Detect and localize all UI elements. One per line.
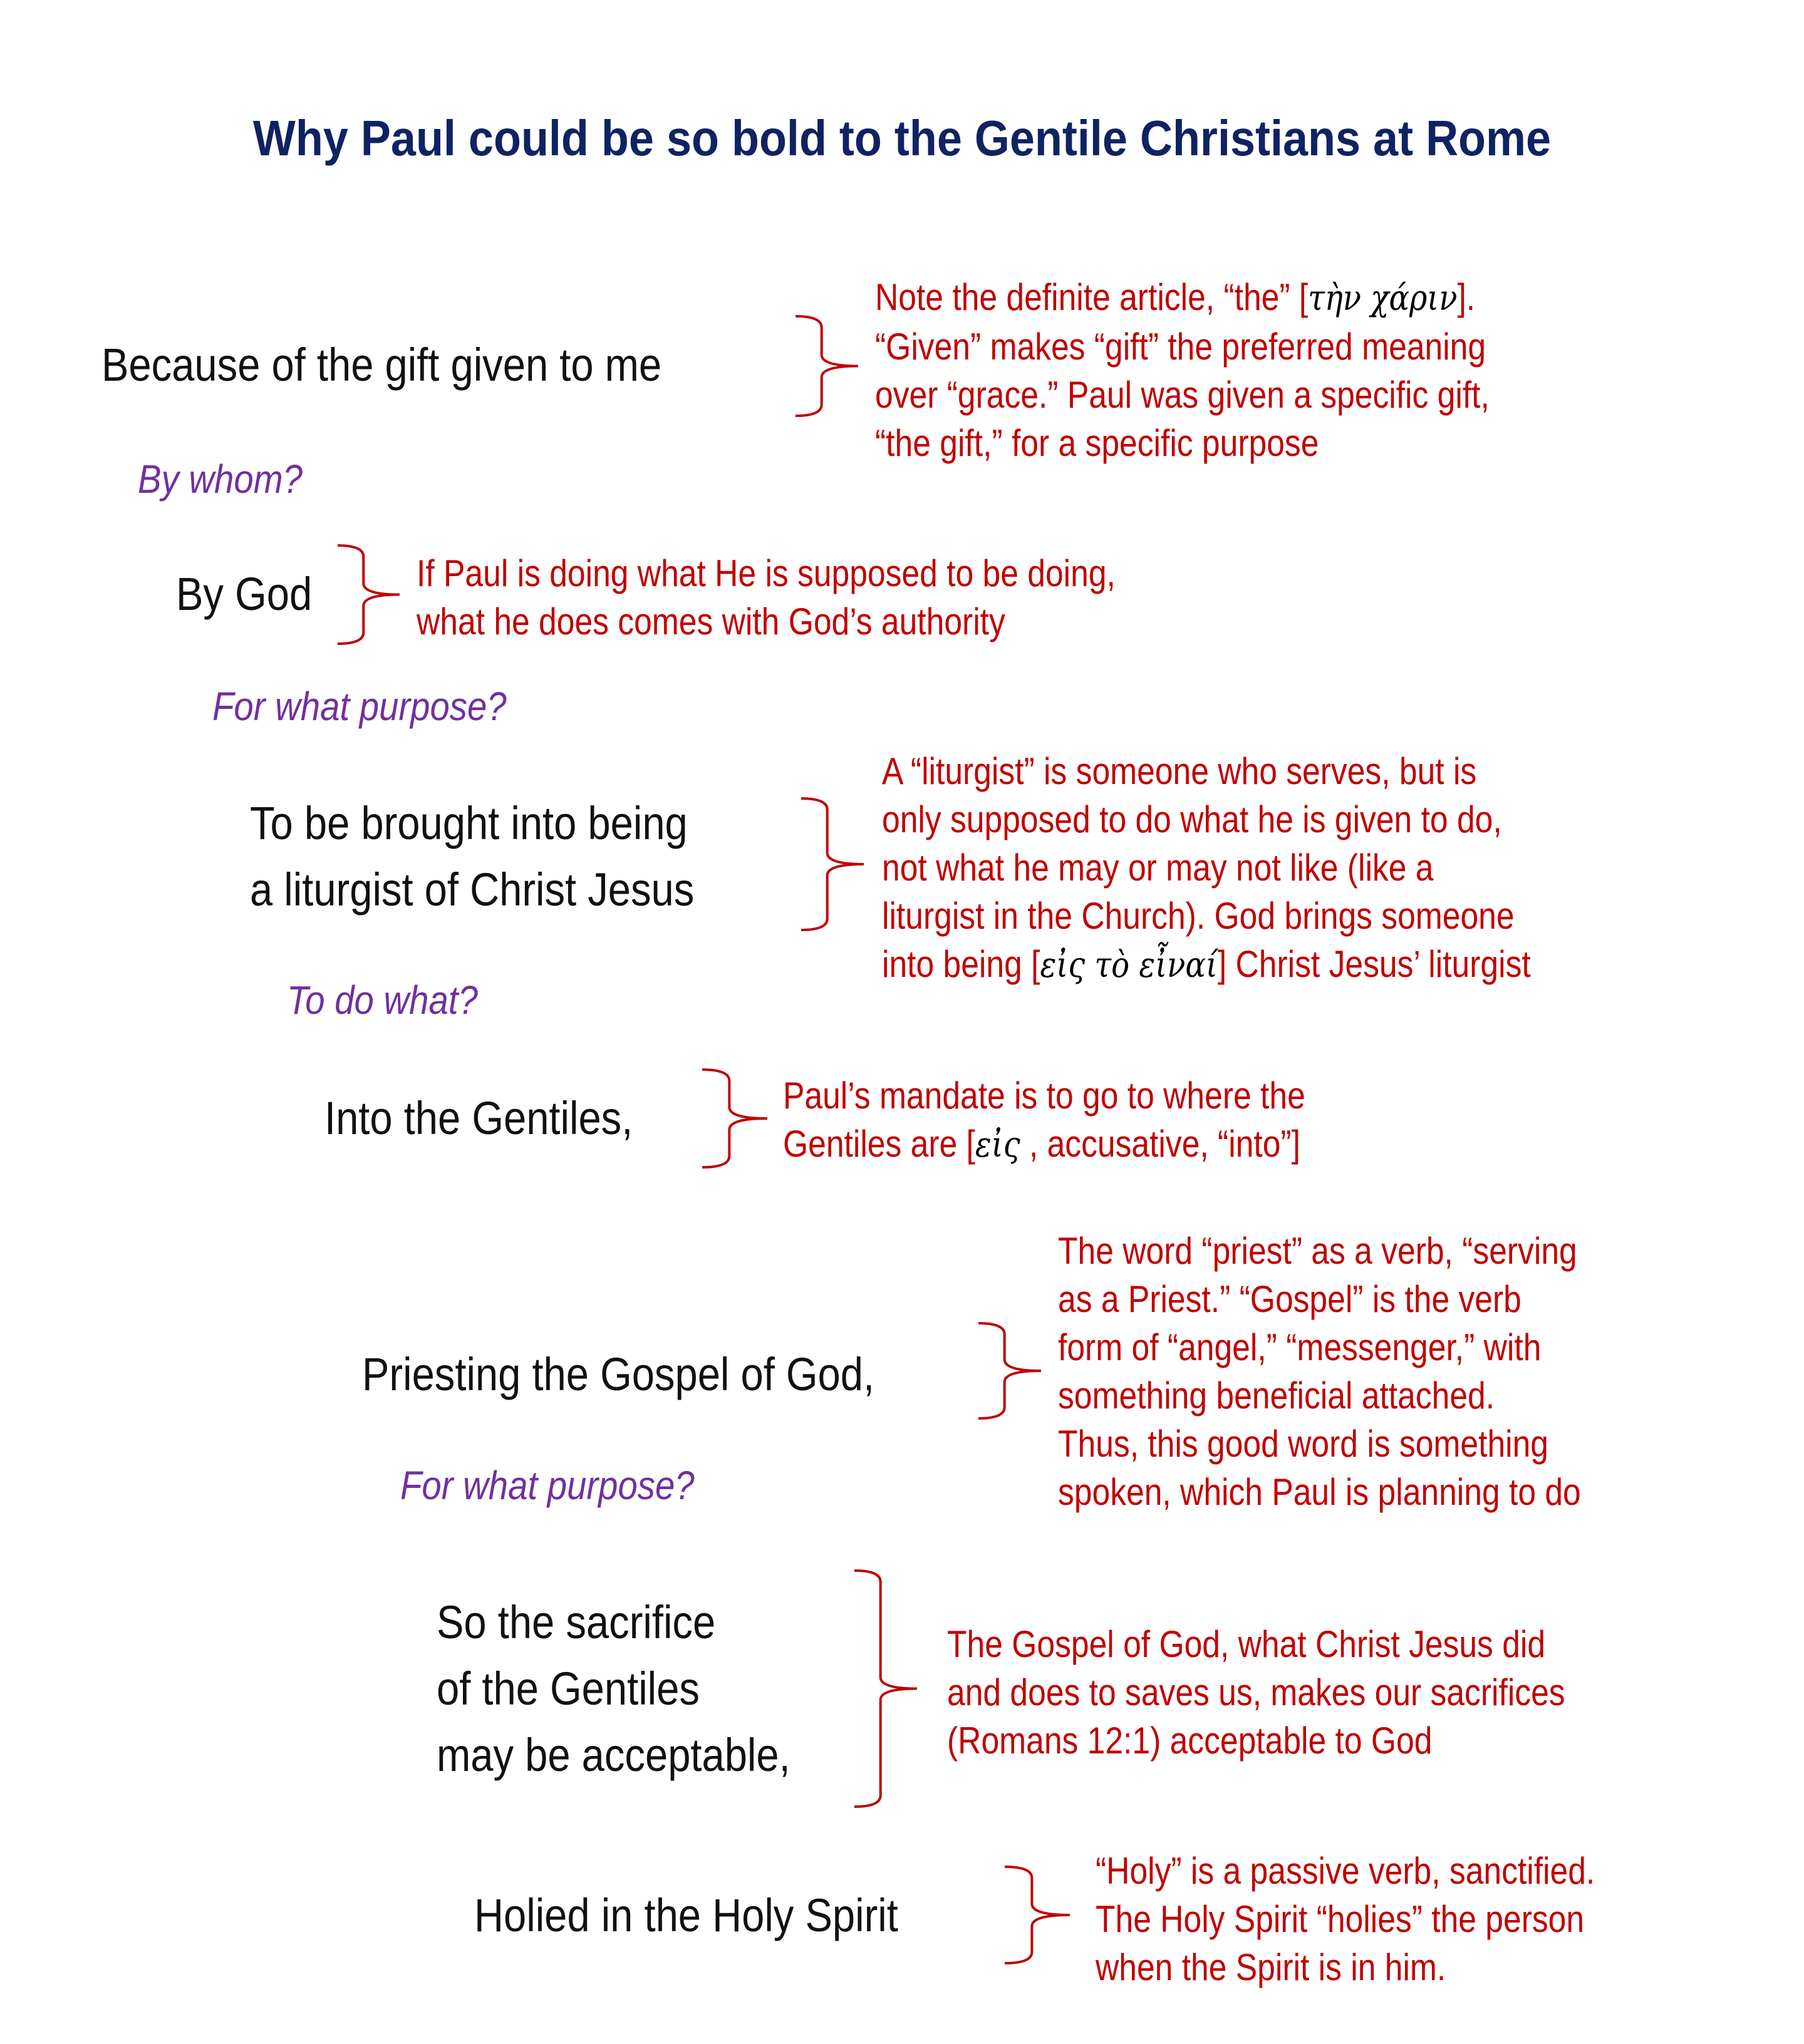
right-brace-icon xyxy=(800,797,865,931)
note-line xyxy=(1058,1371,1581,1420)
note-text: ]. xyxy=(1457,276,1476,318)
statement-line: To be brought into being xyxy=(250,797,688,849)
note-text: only supposed to do what he is given to do, xyxy=(882,798,1502,840)
note-line xyxy=(417,549,1116,597)
note-line xyxy=(1096,1943,1595,1991)
note-line xyxy=(882,795,1531,844)
note-line xyxy=(875,371,1490,419)
note-line xyxy=(1096,1847,1595,1895)
note-text: into being [ xyxy=(882,943,1040,985)
note-text: as a Priest.” “Gospel” is the verb xyxy=(1058,1278,1521,1320)
note-text: Thus, this good word is something xyxy=(1058,1423,1549,1465)
note-text: not what he may or may not like (like a xyxy=(882,847,1434,889)
note-line xyxy=(882,940,1531,989)
note-line xyxy=(875,273,1490,323)
statement xyxy=(176,561,312,627)
statement-line: So the sacrifice xyxy=(437,1596,716,1648)
right-brace-icon xyxy=(336,544,401,645)
note-text: Paul’s mandate is to go to where the xyxy=(783,1075,1305,1117)
statement xyxy=(250,790,694,923)
statement xyxy=(101,332,661,398)
note-text: The Gospel of God, what Christ Jesus did xyxy=(947,1623,1546,1665)
note-line xyxy=(417,597,1116,646)
note-line xyxy=(1096,1895,1595,1943)
note-text: “the gift,” for a specific purpose xyxy=(875,422,1319,464)
question-label: For what purpose? xyxy=(212,684,507,729)
statement-line: Because of the gift given to me xyxy=(101,339,662,391)
note-line xyxy=(1058,1420,1581,1468)
statement-line: a liturgist of Christ Jesus xyxy=(250,864,695,916)
statement xyxy=(437,1589,791,1788)
note-line xyxy=(882,747,1531,795)
note-line xyxy=(875,323,1490,371)
statement-line: By God xyxy=(176,568,313,620)
note-line xyxy=(1058,1468,1581,1516)
question-label: By whom? xyxy=(138,457,303,502)
annotation-note xyxy=(882,747,1531,989)
note-line xyxy=(1058,1227,1581,1275)
annotation-note xyxy=(783,1071,1305,1169)
note-text: (Romans 12:1) acceptable to God xyxy=(947,1720,1433,1762)
greek-text: τὴν χάριν xyxy=(1308,278,1458,319)
note-text: If Paul is doing what He is supposed to be doing, xyxy=(417,552,1116,594)
right-brace-icon xyxy=(1003,1866,1071,1964)
statement-line: of the Gentiles xyxy=(437,1663,700,1715)
annotation-note xyxy=(947,1620,1565,1765)
right-brace-icon xyxy=(794,315,859,417)
note-text: form of “angel,” “messenger,” with xyxy=(1058,1326,1542,1368)
statement xyxy=(474,1882,898,1949)
note-text: Gentiles are [ xyxy=(783,1123,975,1165)
statement-line: may be acceptable, xyxy=(437,1729,791,1781)
statement-line: Into the Gentiles, xyxy=(324,1092,633,1144)
note-line xyxy=(947,1668,1565,1716)
statement xyxy=(324,1085,633,1152)
question-label: For what purpose? xyxy=(400,1463,695,1508)
annotation-note xyxy=(875,273,1490,467)
right-brace-icon xyxy=(701,1068,769,1169)
note-text: The Holy Spirit “holies” the person xyxy=(1096,1898,1585,1940)
note-line xyxy=(783,1120,1305,1169)
greek-text: εἰς τὸ εἶναί xyxy=(1040,945,1218,986)
note-text: over “grace.” Paul was given a specific gift, xyxy=(875,374,1490,416)
statement xyxy=(362,1341,874,1408)
note-line xyxy=(1058,1275,1581,1323)
page-title: Why Paul could be so bold to the Gentile Christians at Rome xyxy=(252,110,1552,166)
note-text: what he does comes with God’s authority xyxy=(417,601,1005,643)
note-text: when the Spirit is in him. xyxy=(1096,1946,1446,1988)
note-text: ] Christ Jesus’ liturgist xyxy=(1217,943,1531,985)
note-line xyxy=(882,892,1531,940)
note-line xyxy=(947,1620,1565,1668)
annotation-note xyxy=(1096,1847,1595,1991)
right-brace-icon xyxy=(977,1322,1042,1420)
note-text: The word “priest” as a verb, “serving xyxy=(1058,1230,1577,1272)
greek-text: εἰς xyxy=(975,1125,1020,1165)
statement-line: Holied in the Holy Spirit xyxy=(474,1889,898,1941)
annotation-note xyxy=(417,549,1116,646)
annotation-note xyxy=(1058,1227,1581,1516)
note-text: spoken, which Paul is planning to do xyxy=(1058,1471,1581,1513)
note-text: liturgist in the Church). God brings someone xyxy=(882,895,1515,937)
note-text: A “liturgist” is someone who serves, but is xyxy=(882,750,1477,792)
note-line xyxy=(1058,1323,1581,1371)
note-line xyxy=(875,419,1490,467)
note-text: “Given” makes “gift” the preferred meaning xyxy=(875,326,1486,368)
statement-line: Priesting the Gospel of God, xyxy=(362,1348,875,1400)
note-text: , accusative, “into”] xyxy=(1020,1123,1300,1165)
right-brace-icon xyxy=(853,1569,918,1808)
note-text: “Holy” is a passive verb, sanctified. xyxy=(1096,1850,1595,1892)
note-text: something beneficial attached. xyxy=(1058,1375,1495,1417)
question-label: To do what? xyxy=(287,978,478,1023)
note-line xyxy=(947,1716,1565,1765)
note-line xyxy=(882,844,1531,892)
note-text: Note the definite article, “the” [ xyxy=(875,276,1309,318)
note-text: and does to saves us, makes our sacrifices xyxy=(947,1671,1565,1713)
note-line xyxy=(783,1071,1305,1120)
